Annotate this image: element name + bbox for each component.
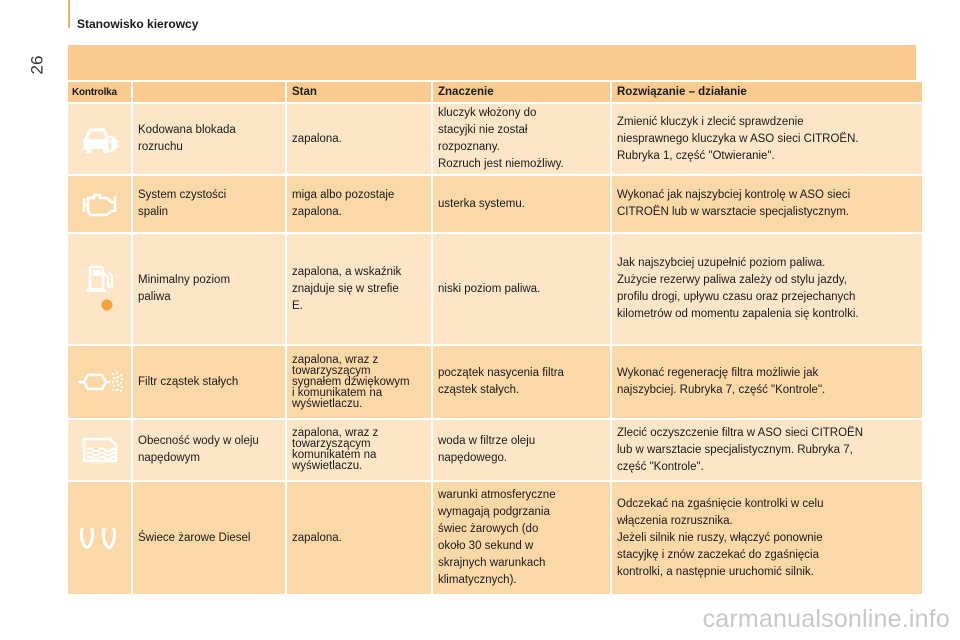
row-meaning: kluczyk włożony do stacyjki nie został rozpoznany. Rozruch jest niemożliwy. [433, 104, 610, 174]
table-row-icon [68, 420, 131, 480]
header-solution: Rozwiązanie – działanie [612, 82, 922, 102]
row-state: zapalona. [287, 104, 431, 174]
table-row-icon [68, 176, 131, 232]
row-solution: Wykonać jak najszybciej kontrolę w ASO sieci CITROËN lub w warsztacie specjalistycznym. [612, 176, 922, 232]
table-row-icon [68, 234, 131, 344]
row-meaning: woda w filtrze oleju napędowego. [433, 420, 610, 480]
header-icon: Kontrolka [68, 82, 131, 102]
table-row-icon [68, 346, 131, 418]
engine-icon [80, 189, 120, 219]
row-state: zapalona. [287, 482, 431, 594]
row-label: Minimalny poziom paliwa [133, 234, 285, 344]
row-solution: Zlecić oczyszczenie filtra w ASO sieci CITROËN lub w warsztacie specjalistycznym. Rubryka 7, część "Kontrole". [612, 420, 922, 480]
row-solution: Zmienić kluczyk i zlecić sprawdzenie niesprawnego kluczyka w ASO sieci CITROËN. Rubryka 1, część "Otwieranie". [612, 104, 922, 174]
section-title: Stanowisko kierowcy [77, 17, 199, 31]
row-meaning: początek nasycenia filtra cząstek stałych. [433, 346, 610, 418]
page-number: 26 [27, 55, 47, 75]
row-label: Świece żarowe Diesel [133, 482, 285, 594]
table-row-icon [68, 104, 131, 174]
table-top-band [68, 45, 916, 80]
fuel-pump-icon [82, 259, 118, 319]
row-meaning: usterka systemu. [433, 176, 610, 232]
row-meaning: warunki atmosferyczne wymagają podgrzania świec żarowych (do około 30 sekund w skrajnych warunkach klimatycznych). [433, 482, 610, 594]
row-label: Kodowana blokada rozruchu [133, 104, 285, 174]
row-label: System czystości spalin [133, 176, 285, 232]
watermark: carmanualsonline.info [702, 605, 950, 633]
immobiliser-key-icon [80, 122, 120, 156]
header-state: Stan [287, 82, 431, 102]
table-row-icon [68, 482, 131, 594]
row-solution: Odczekać na zgaśnięcie kontrolki w celu włączenia rozrusznika. Jeżeli silnik nie ruszy, włączyć ponownie stacyjkę i znów zaczekać do zgaśnięcia kontrolki, a następnie uruchomić silnik. [612, 482, 922, 594]
row-state: zapalona, wraz z towarzyszącym sygnałem dźwiękowym i komunikatem na wyświetlaczu. [287, 346, 431, 418]
header-label [133, 82, 285, 102]
row-meaning: niski poziom paliwa. [433, 234, 610, 344]
row-state: miga albo pozostaje zapalona. [287, 176, 431, 232]
row-solution: Jak najszybciej uzupełnić poziom paliwa. Zużycie rezerwy paliwa zależy od stylu jazdy, profilu drogi, upływu czasu oraz przejechanych kilometrów od momentu zapalenia się kontrolki. [612, 234, 922, 344]
row-state: zapalona, a wskaźnik znajduje się w strefie E. [287, 234, 431, 344]
warning-lights-table [68, 82, 916, 594]
water-in-fuel-icon [80, 435, 120, 465]
header-meaning: Znaczenie [433, 82, 610, 102]
row-solution: Wykonać regenerację filtra możliwie jak najszybciej. Rubryka 7, część "Kontrole". [612, 346, 922, 418]
row-label: Filtr cząstek stałych [133, 346, 285, 418]
particle-filter-icon [76, 368, 124, 396]
row-state: zapalona, wraz z towarzyszącym komunikatem na wyświetlaczu. [287, 420, 431, 480]
row-label: Obecność wody w oleju napędowym [133, 420, 285, 480]
glow-plug-icon [77, 523, 123, 553]
side-accent-rule [68, 0, 70, 28]
